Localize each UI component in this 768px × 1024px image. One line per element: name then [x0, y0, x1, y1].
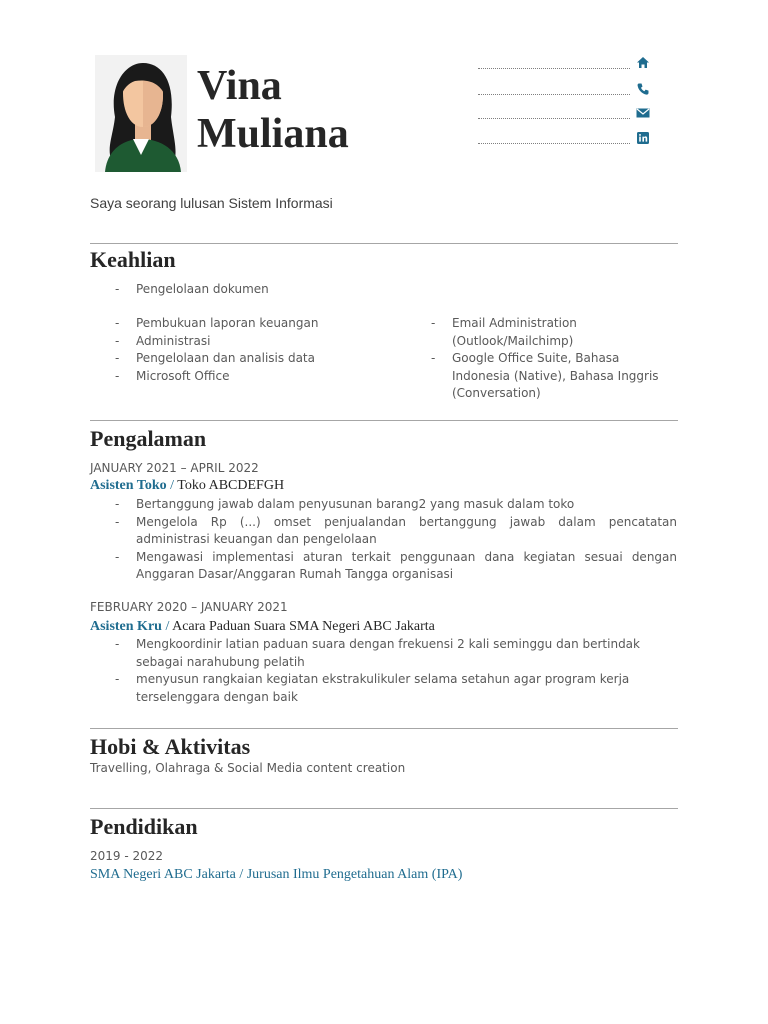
job-duties-list	[90, 636, 677, 706]
phone-placeholder-line[interactable]	[478, 94, 630, 95]
hobbies-text: Travelling, Olahraga & Social Media content creation	[90, 761, 406, 775]
section-divider	[90, 728, 678, 729]
job-organization: Acara Paduan Suara SMA Negeri ABC Jakarta	[172, 619, 435, 634]
list-item: - Administrasi	[115, 333, 211, 348]
experience-heading: Pengalaman	[90, 426, 207, 451]
name-first: Vina	[197, 63, 282, 109]
education-heading: Pendidikan	[90, 814, 198, 839]
list-item: - Bertanggung jawab dalam penyusunan barang2 yang masuk dalam toko	[115, 497, 575, 511]
candidate-name	[197, 62, 349, 158]
contact-linkedin-row	[478, 131, 658, 149]
list-item: - Mengkoordinir latian paduan suara dengan frekuensi 2 kali seminggu dan bertindak sebagai narahubung pelatih	[115, 637, 640, 669]
phone-icon	[636, 82, 650, 96]
section-divider	[90, 808, 678, 809]
list-item: - Pembukuan laporan keuangan	[115, 316, 319, 330]
job-role: Asisten Kru	[90, 619, 162, 634]
contact-phone-row	[478, 82, 658, 100]
home-icon	[636, 56, 650, 70]
hobbies-heading: Hobi & Aktivitas	[90, 734, 251, 759]
profile-summary: Saya seorang lulusan Sistem Informasi	[90, 195, 333, 211]
job-organization: Toko ABCDEFGH	[177, 478, 285, 493]
linkedin-placeholder-line[interactable]	[478, 143, 630, 144]
profile-avatar	[95, 55, 187, 172]
job-date: JANUARY 2021 – APRIL 2022	[90, 461, 259, 475]
job-date: FEBRUARY 2020 – JANUARY 2021	[90, 600, 288, 614]
education-school: SMA Negeri ABC Jakarta / Jurusan Ilmu Pengetahuan Alam (IPA)	[90, 867, 463, 882]
contact-email-row	[478, 106, 658, 124]
job-role-line: Asisten Kru / Acara Paduan Suara SMA Negeri ABC Jakarta	[90, 619, 435, 634]
list-item: - Microsoft Office	[115, 368, 230, 383]
avatar-illustration-icon	[95, 55, 187, 172]
list-item: - Pengelolaan dokumen	[115, 282, 269, 296]
skills-single-list	[90, 281, 390, 299]
address-placeholder-line[interactable]	[478, 68, 630, 69]
list-item: - Google Office Suite, Bahasa Indonesia (Native), Bahasa Inggris (Conversation)	[431, 351, 659, 400]
list-item: - Email Administration (Outlook/Mailchimp)	[431, 316, 577, 348]
section-divider	[90, 420, 678, 421]
list-item: - menyusun rangkaian kegiatan ekstrakulikuler selama setahun agar program kerja terselenggara dengan baik	[115, 672, 630, 704]
skills-left-list	[90, 315, 410, 385]
contact-address-row	[478, 56, 658, 74]
list-item: - Pengelolaan dan analisis data	[115, 351, 315, 365]
email-placeholder-line[interactable]	[478, 118, 630, 119]
job-duties-list	[90, 496, 677, 584]
list-item: - Mengawasi implementasi aturan terkait penggunaan dana kegiatan sesuai dengan Anggaran Dasar/Anggaran Rumah Tangga organisasi	[115, 549, 677, 581]
email-icon	[636, 106, 650, 120]
name-last: Muliana	[197, 111, 349, 157]
education-date: 2019 - 2022	[90, 849, 164, 863]
skills-right-list	[406, 315, 678, 403]
job-role-line: Asisten Toko / Toko ABCDEFGH	[90, 478, 285, 493]
skills-heading: Keahlian	[90, 247, 176, 272]
section-divider	[90, 243, 678, 244]
list-item: - Mengelola Rp (...) omset penjualandan bertanggung jawab dalam pencatatan administrasi keuangan dan pengelolaan	[115, 514, 677, 546]
job-role: Asisten Toko	[90, 478, 167, 493]
linkedin-icon	[636, 131, 650, 145]
